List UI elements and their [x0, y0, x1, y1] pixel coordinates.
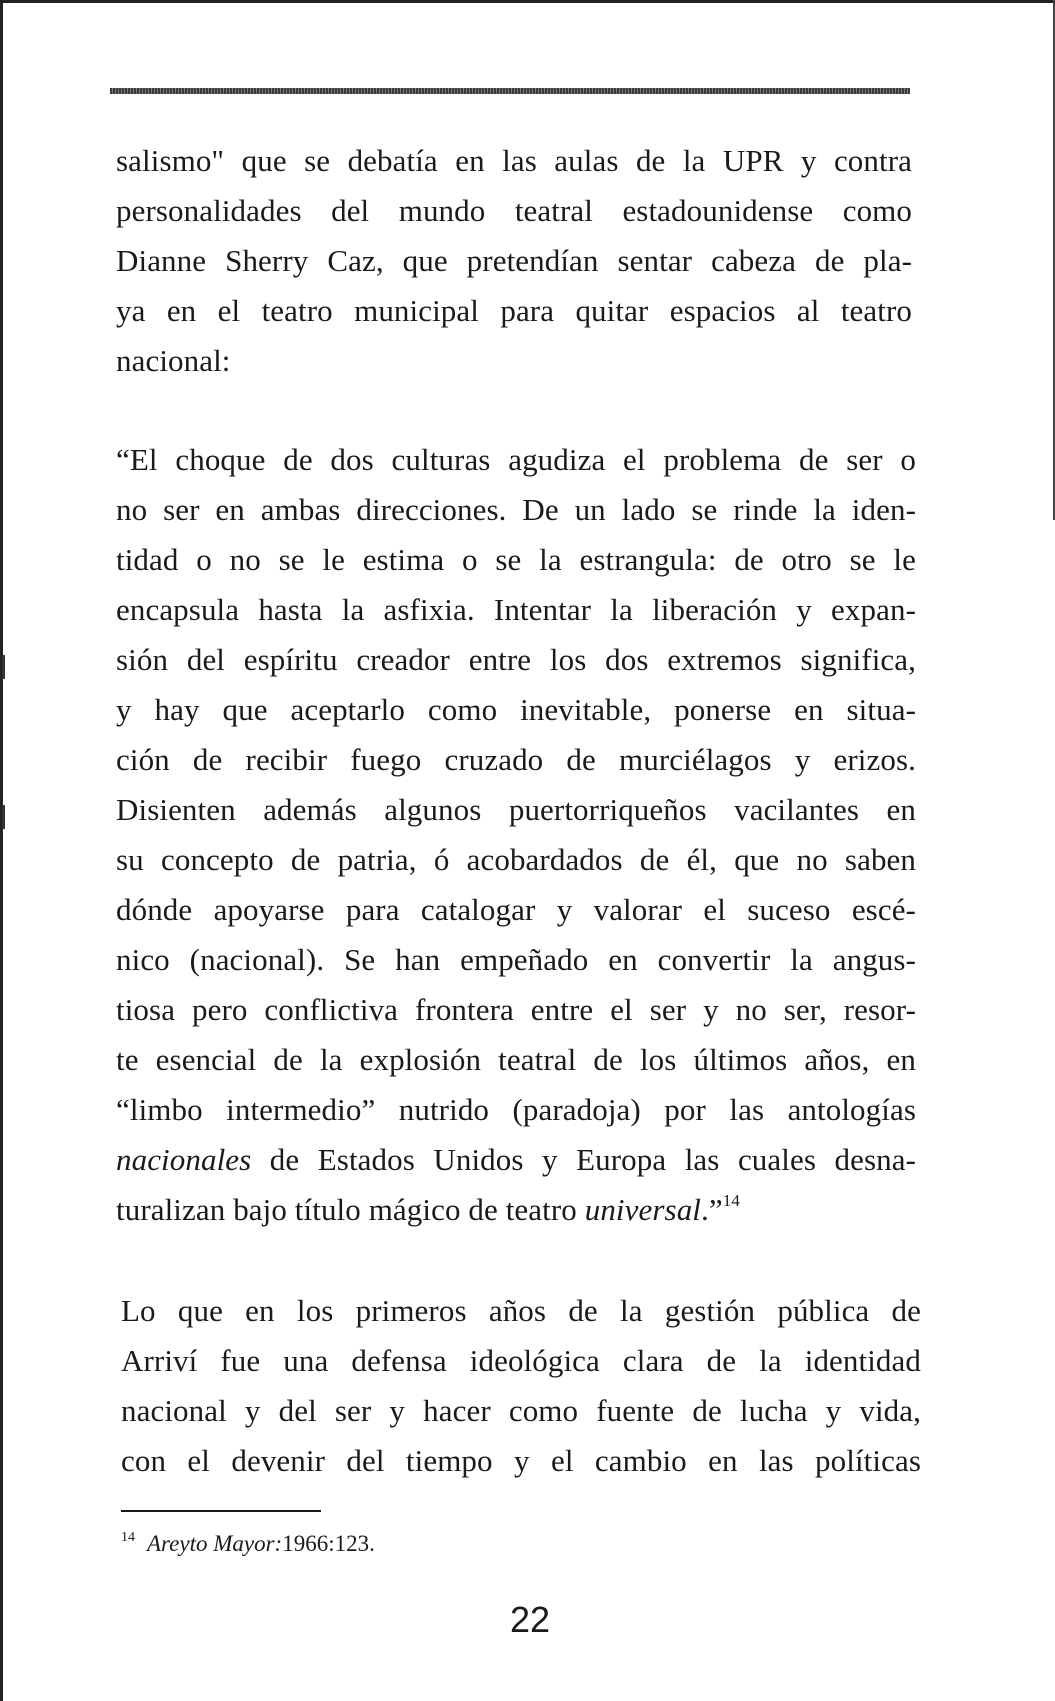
- footnote-citation: 1966:123.: [282, 1531, 375, 1556]
- text-line: [116, 1135, 916, 1185]
- text-line: nico (nacional). Se han empeñado en convertir la angus-: [116, 942, 916, 977]
- text-line: nacional:: [116, 343, 231, 378]
- footnote-reference: 14: [722, 1191, 740, 1210]
- header-rule: [110, 88, 910, 94]
- text-line: te esencial de la explosión teatral de los últimos años, en: [116, 1042, 916, 1077]
- italic-term: nacionales: [116, 1142, 252, 1177]
- text-line: no ser en ambas direcciones. De un lado se rinde la iden-: [116, 492, 916, 527]
- footnote: [121, 1528, 375, 1560]
- text-line: ya en el teatro municipal para quitar espacios al teatro: [116, 293, 912, 328]
- text-line: “El choque de dos culturas agudiza el problema de ser o: [116, 442, 916, 477]
- text-line: y hay que aceptarlo como inevitable, ponerse en situa-: [116, 692, 916, 727]
- scan-mark: [2, 655, 5, 679]
- scan-mark: [2, 805, 5, 829]
- text-line: Dianne Sherry Caz, que pretendían sentar cabeza de pla-: [116, 243, 912, 278]
- text-line: tidad o no se le estima o se la estrangula: de otro se le: [116, 542, 916, 577]
- text-line: personalidades del mundo teatral estadounidense como: [116, 193, 912, 228]
- footnote-number: 14: [121, 1530, 135, 1545]
- page-number: 22: [509, 1599, 551, 1640]
- footnote-source: Areyto Mayor:: [147, 1531, 283, 1556]
- text-line: ción de recibir fuego cruzado de murciélagos y erizos.: [116, 742, 916, 777]
- scan-border-left: [0, 0, 3, 1701]
- text-line: sión del espíritu creador entre los dos extremos significa,: [116, 642, 916, 677]
- text-line: su concepto de patria, ó acobardados de él, que no saben: [116, 842, 916, 877]
- italic-term: universal: [584, 1192, 702, 1227]
- text-line: Lo que en los primeros años de la gestión pública de: [121, 1293, 921, 1328]
- text-line: nacional y del ser y hacer como fuente de lucha y vida,: [121, 1393, 921, 1428]
- paragraph-1: [116, 136, 912, 386]
- text-line: con el devenir del tiempo y el cambio en las políticas: [121, 1443, 921, 1478]
- footnote-rule: [121, 1510, 321, 1512]
- text-fragment: de Estados Unidos y Europa las cuales desna-: [251, 1142, 916, 1177]
- block-quote: [116, 435, 916, 1235]
- text-line: Arriví fue una defensa ideológica clara de la identidad: [121, 1343, 921, 1378]
- text-fragment: turalizan bajo título mágico de teatro: [116, 1192, 585, 1227]
- paragraph-3: [121, 1286, 921, 1486]
- text-line: dónde apoyarse para catalogar y valorar el suceso escé-: [116, 892, 916, 927]
- text-line: Disienten además algunos puertorriqueños vacilantes en: [116, 792, 916, 827]
- text-line: salismo" que se debatía en las aulas de la UPR y contra: [116, 143, 912, 178]
- text-line: [116, 1185, 916, 1235]
- text-line: “limbo intermedio” nutrido (paradoja) por las antologías: [116, 1092, 916, 1127]
- text-fragment: .”: [701, 1192, 723, 1227]
- text-line: encapsula hasta la asfixia. Intentar la liberación y expan-: [116, 592, 916, 627]
- scan-border-top: [0, 0, 1055, 3]
- text-line: tiosa pero conflictiva frontera entre el ser y no ser, resor-: [116, 992, 916, 1027]
